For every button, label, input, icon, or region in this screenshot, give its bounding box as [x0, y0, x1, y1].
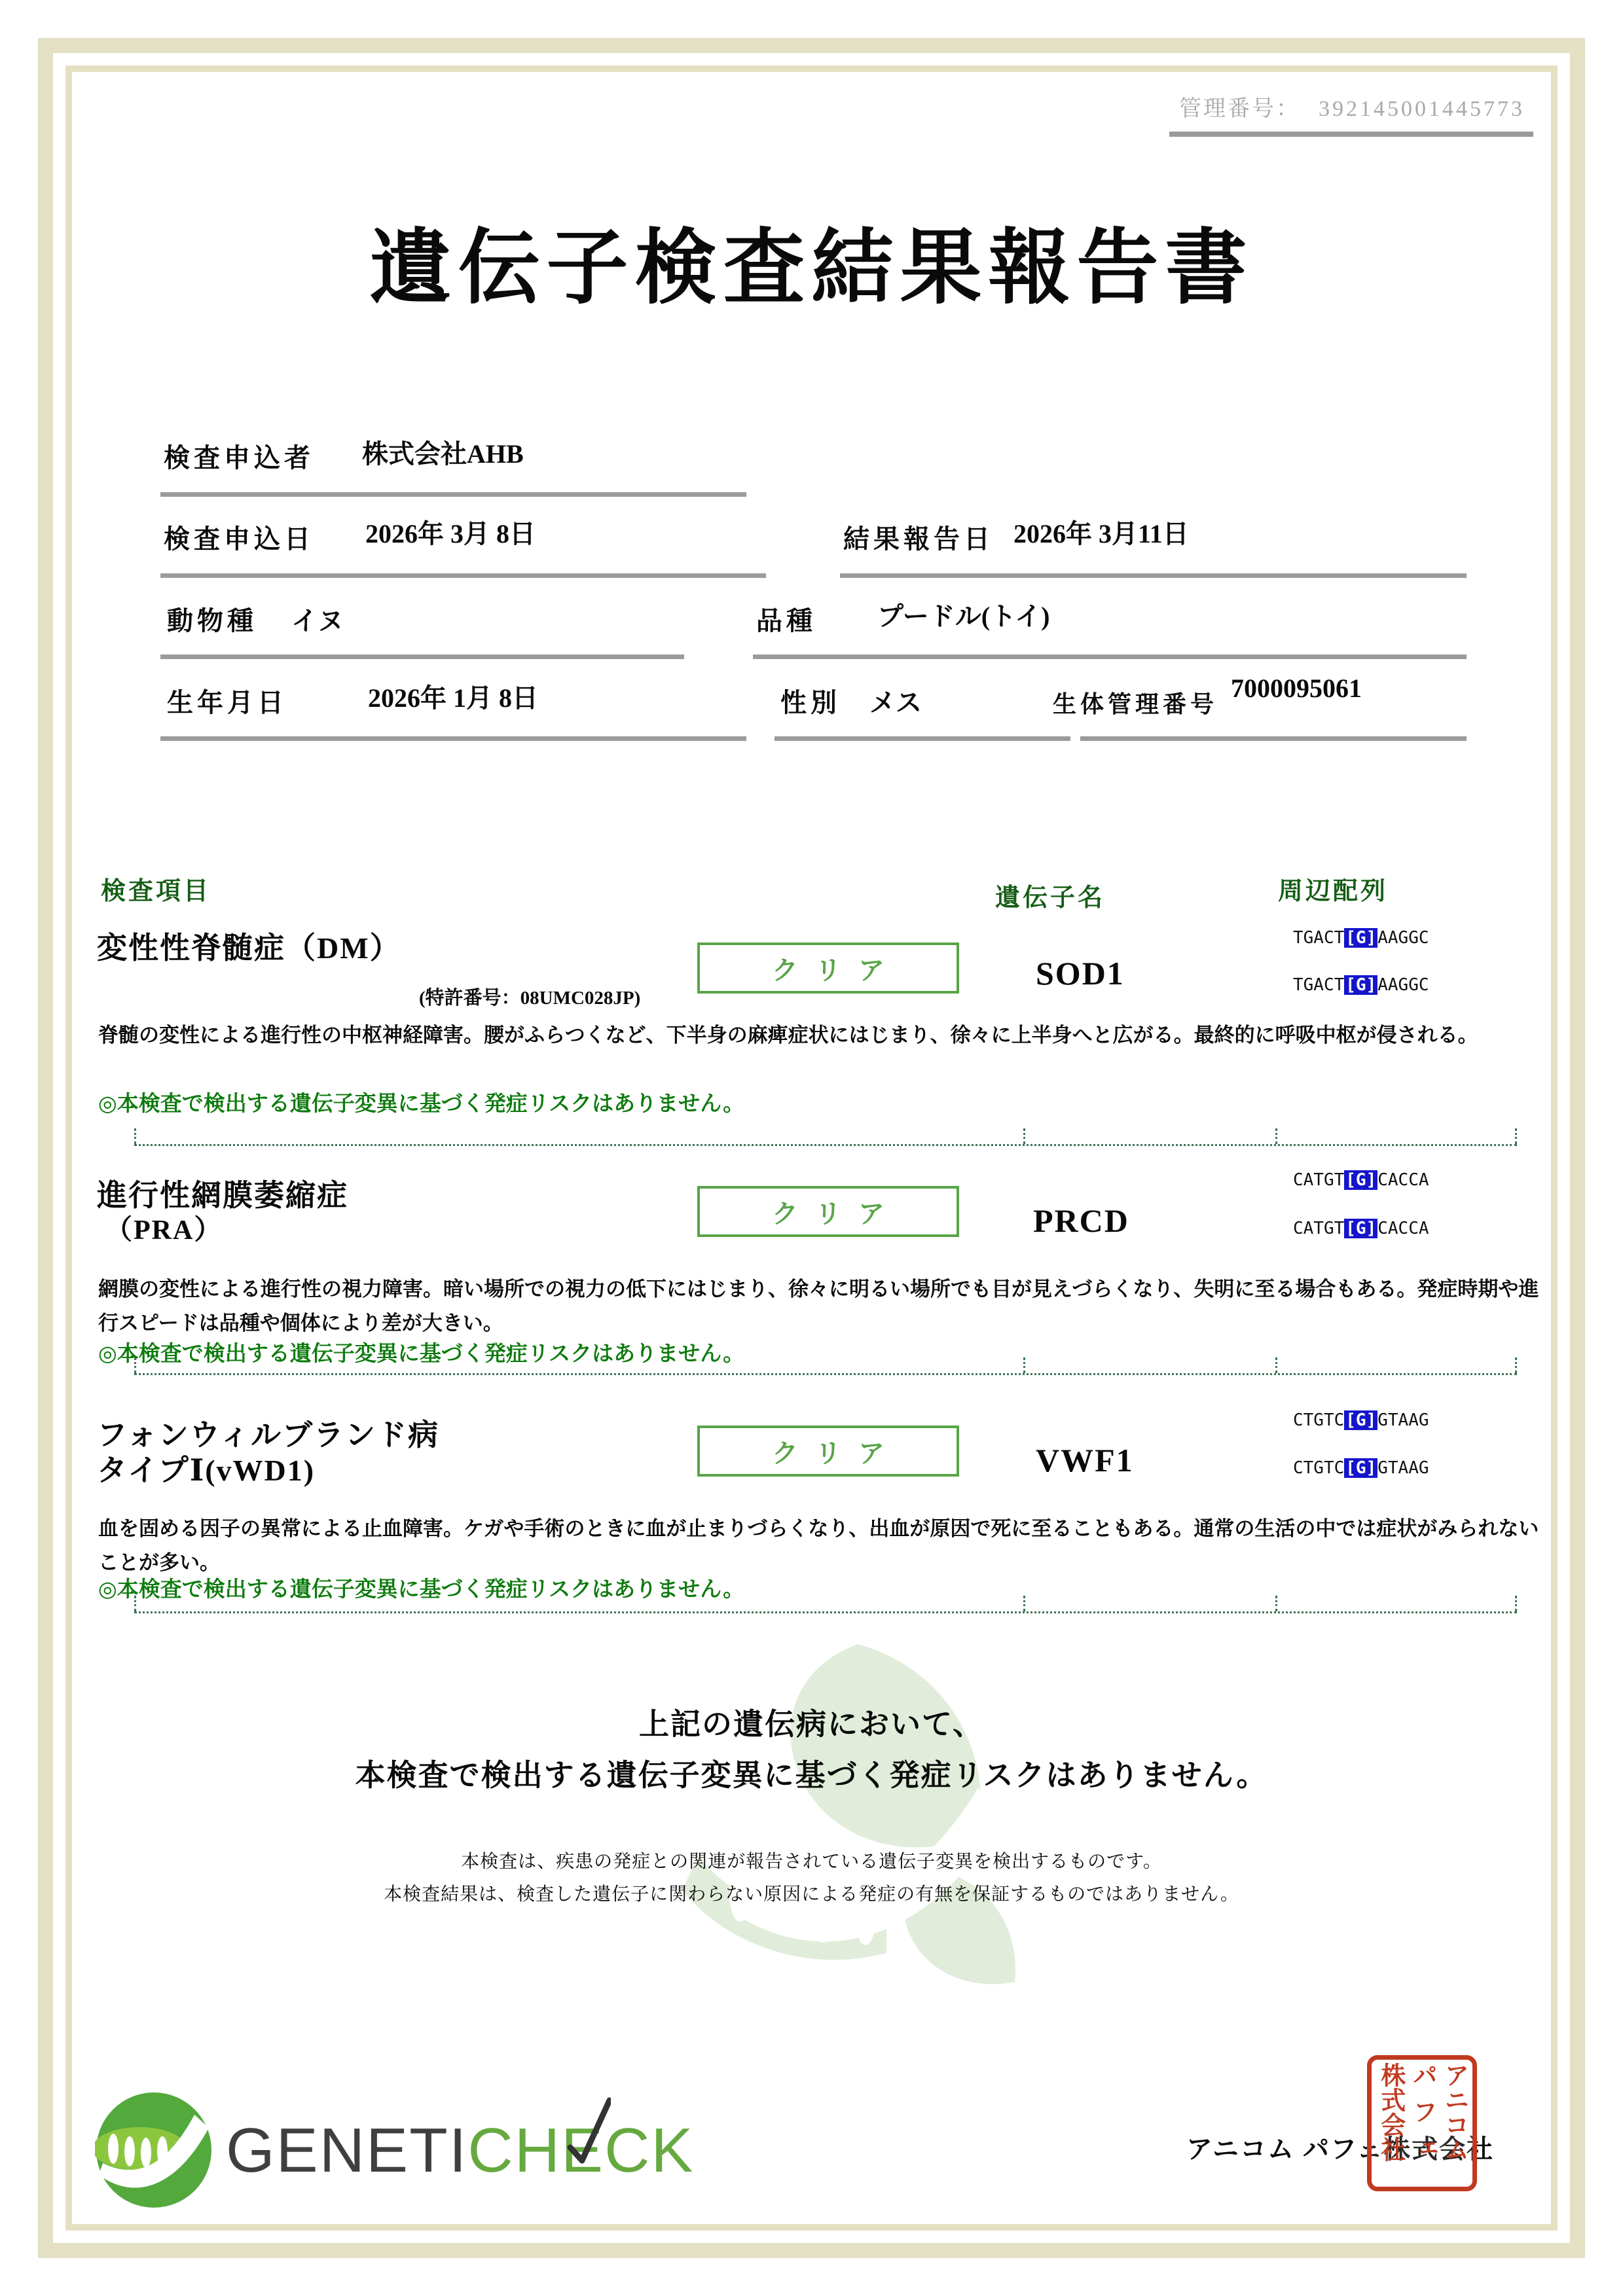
summary-note2: 本検査結果は、検査した遺伝子に関わらない原因による発症の有無を保証するものではありません。	[384, 1884, 1239, 1904]
seq-prefix: TGACT	[1293, 975, 1345, 995]
test-vwd-title-line2: タイプⅠ(vWD1)	[97, 1454, 316, 1487]
breed-label: 品種	[756, 606, 816, 636]
company-seal	[1367, 2055, 1477, 2191]
summary-line2: 本検査で検出する遺伝子変異に基づく発症リスクはありません。	[355, 1758, 1268, 1792]
test-vwd-gene: VWF1	[1036, 1442, 1134, 1479]
sex-value: メス	[869, 688, 922, 717]
seq-prefix: TGACT	[1293, 928, 1345, 948]
seq-allele: [G]	[1345, 1219, 1377, 1238]
separator-tick	[1515, 1357, 1517, 1373]
apply-date-value: 2026年 3月 8日	[365, 519, 536, 548]
test-dm-description: 脊髄の変性による進行性の中枢神経障害。腰がふらつくなど、下半身の麻痺症状にはじまり、徐々に上半身へと広がる。最終的に呼吸中枢が侵される。	[98, 1024, 1478, 1047]
report-date-label: 結果報告日	[843, 524, 994, 554]
separator-tick	[1023, 1357, 1025, 1373]
test-vwd-sequence-1	[1293, 1410, 1429, 1430]
separator-tick	[1023, 1128, 1025, 1144]
summary-line1: 上記の遺伝病において、	[638, 1707, 985, 1741]
seq-allele: [G]	[1345, 1170, 1377, 1190]
test-dm-risk-note: ◎本検査で検出する遺伝子変異に基づく発症リスクはありません。	[98, 1092, 745, 1116]
test-vwd-sequence-2	[1293, 1458, 1429, 1478]
section-separator	[134, 1373, 1517, 1375]
separator-tick	[134, 1596, 136, 1611]
species-underline	[160, 655, 684, 659]
breed-underline	[753, 655, 1467, 659]
seal-column-left: 株式会社	[1376, 2062, 1404, 2162]
section-separator	[134, 1611, 1517, 1613]
watermark-leaf-logo	[661, 1636, 1067, 2003]
test-pra-sequence-2	[1293, 1219, 1429, 1238]
birth-date-label: 生年月日	[167, 688, 287, 717]
seq-suffix: CACCA	[1377, 1170, 1429, 1190]
test-pra-sequence-1	[1293, 1170, 1429, 1190]
summary-note1: 本検査は、疾患の発症との関連が報告されている遺伝子変異を検出するものです。	[461, 1851, 1162, 1871]
geneticheck-logo-icon	[95, 2091, 213, 2209]
seq-suffix: GTAAG	[1377, 1458, 1429, 1478]
test-pra-description: 網膜の変性による進行性の視力障害。暗い場所での視力の低下にはじまり、徐々に明るい場所でも目が見えづらくなり、失明に至る場合もある。発症時期や進行スピードは品種や個体により差が大きい。	[98, 1278, 1539, 1335]
applicant-label: 検査申込者	[164, 443, 314, 473]
seq-prefix: CTGTC	[1293, 1458, 1345, 1478]
test-vwd-risk-note: ◎本検査で検出する遺伝子変異に基づく発症リスクはありません。	[98, 1578, 745, 1602]
test-pra-risk-note: ◎本検査で検出する遺伝子変異に基づく発症リスクはありません。	[98, 1342, 745, 1366]
applicant-value: 株式会社AHB	[362, 439, 524, 469]
separator-tick	[134, 1357, 136, 1373]
column-header-test-item: 検査項目	[101, 878, 211, 905]
seq-prefix: CTGTC	[1293, 1410, 1345, 1430]
seal-column-middle: パフェ	[1408, 2062, 1436, 2172]
separator-tick	[1275, 1128, 1277, 1144]
seq-suffix: AAGGC	[1377, 928, 1429, 948]
test-vwd-title-line1: フォンウィルブランド病	[97, 1418, 439, 1452]
sex-label: 性別	[780, 688, 841, 717]
control-number-label: 管理番号：	[1179, 97, 1300, 121]
company-seal-text	[1374, 2062, 1470, 2184]
test-dm-patent: (特許番号：08UMC028JP)	[419, 988, 641, 1009]
apply-date-underline	[160, 573, 766, 578]
company-name: アニコム パフェ株式会社	[1186, 2134, 1494, 2164]
seq-allele: [G]	[1345, 1410, 1377, 1430]
seal-column-right: アニコム	[1440, 2062, 1468, 2162]
control-number-row	[1179, 90, 1525, 122]
test-vwd-description: 血を固める因子の異常による止血障害。ケガや手術のときに血が止まりづらくなり、出血が原因で死に至ることもある。通常の生活の中では症状がみられないことが多い。	[98, 1517, 1539, 1575]
column-header-sequence: 周辺配列	[1278, 878, 1389, 905]
test-dm-result-box: クリア	[697, 942, 959, 994]
species-label: 動物種	[167, 606, 257, 636]
test-dm-title: 変性性脊髄症（DM）	[97, 931, 401, 965]
animal-id-underline	[1080, 736, 1467, 741]
test-pra-title-line2: （PRA）	[105, 1215, 223, 1246]
geneticheck-logo-text	[226, 2115, 694, 2187]
animal-id-value: 7000095061	[1231, 673, 1362, 703]
birth-date-value: 2026年 1月 8日	[368, 683, 538, 713]
seq-suffix: AAGGC	[1377, 975, 1429, 995]
seq-suffix: CACCA	[1377, 1219, 1429, 1238]
test-dm-sequence-2	[1293, 975, 1429, 995]
test-dm-sequence-1	[1293, 928, 1429, 948]
report-title: 遺伝子検査結果報告書	[369, 224, 1254, 314]
logo-text-check: CHECK	[467, 2115, 695, 2185]
seq-allele: [G]	[1345, 975, 1377, 995]
separator-tick	[1275, 1596, 1277, 1611]
logo-text-geneti: GENETI	[226, 2115, 468, 2185]
column-header-gene-name: 遺伝子名	[995, 884, 1106, 912]
apply-date-label: 検査申込日	[164, 524, 314, 554]
animal-id-label: 生体管理番号	[1053, 691, 1218, 717]
seq-prefix: CATGT	[1293, 1170, 1345, 1190]
test-dm-gene: SOD1	[1036, 955, 1125, 992]
separator-tick	[1275, 1357, 1277, 1373]
section-separator	[134, 1144, 1517, 1146]
seq-allele: [G]	[1345, 1458, 1377, 1478]
seq-allele: [G]	[1345, 928, 1377, 948]
birth-date-underline	[160, 736, 746, 741]
species-value: イヌ	[291, 606, 344, 636]
logo-check-icon	[532, 2096, 611, 2175]
separator-tick	[1515, 1596, 1517, 1611]
seq-suffix: GTAAG	[1377, 1410, 1429, 1430]
test-vwd-result-box: クリア	[697, 1426, 959, 1477]
test-pra-title-line1: 進行性網膜萎縮症	[97, 1179, 348, 1212]
report-date-underline	[840, 573, 1467, 578]
breed-value: プードル(トイ)	[877, 601, 1050, 631]
test-pra-gene: PRCD	[1033, 1202, 1129, 1239]
report-date-value: 2026年 3月11日	[1013, 519, 1189, 548]
seq-prefix: CATGT	[1293, 1219, 1345, 1238]
sex-underline	[775, 736, 1070, 741]
geneticheck-logo	[95, 2091, 695, 2215]
separator-tick	[1515, 1128, 1517, 1144]
separator-tick	[1023, 1596, 1025, 1611]
applicant-underline	[160, 492, 746, 497]
test-pra-result-box: クリア	[697, 1186, 959, 1237]
control-number-value: 392145001445773	[1319, 97, 1525, 121]
separator-tick	[134, 1128, 136, 1144]
control-number-underline	[1169, 132, 1533, 137]
